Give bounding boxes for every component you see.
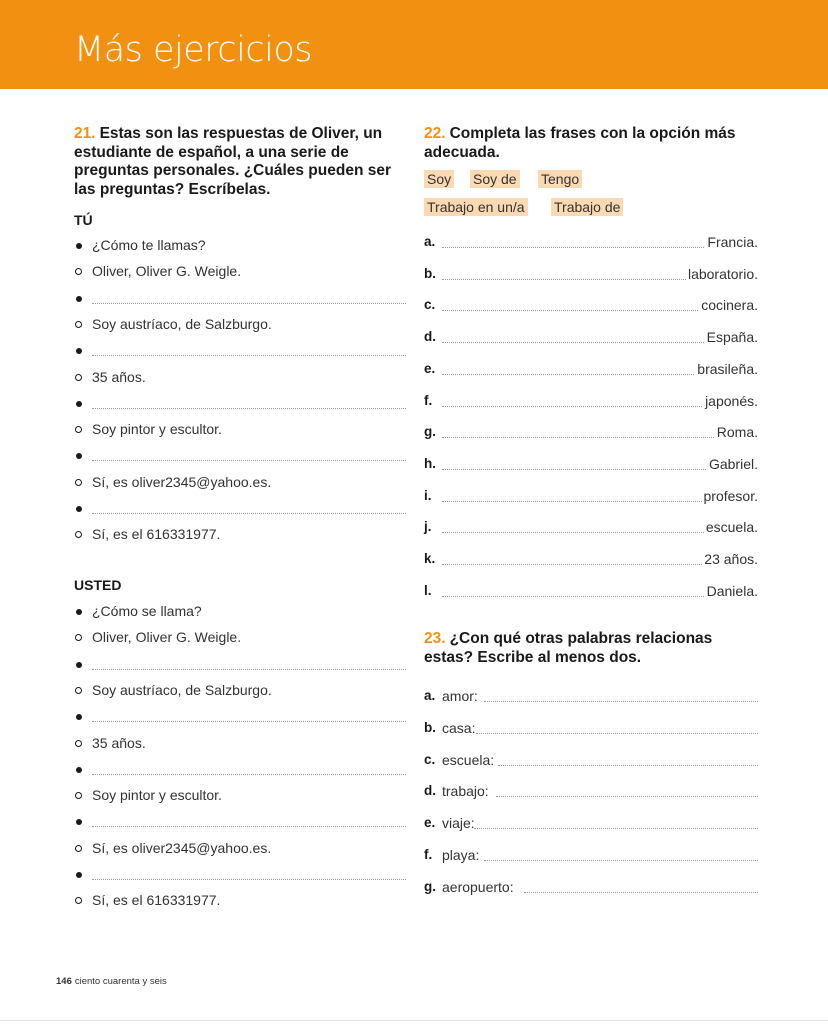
word-row (424, 749, 758, 771)
answer-ring-icon (75, 792, 82, 799)
item-letter: f. (424, 392, 433, 408)
word-row (424, 812, 758, 834)
exercise-22 (424, 125, 760, 599)
question-bullet-icon (76, 243, 82, 249)
dotted-write-line[interactable] (476, 733, 758, 734)
sentence-row (424, 358, 758, 380)
exercise-23-instructions (424, 630, 760, 667)
item-letter: j. (424, 519, 432, 535)
answer-blank-line[interactable] (74, 810, 406, 832)
question-bullet-icon (76, 401, 82, 407)
item-letter: f. (424, 847, 433, 862)
answer-blank-line[interactable] (74, 392, 406, 414)
question-bullet-icon (76, 453, 82, 459)
answer-ring-icon (75, 687, 82, 694)
sentence-row (424, 263, 758, 285)
sentence-row (424, 294, 758, 316)
dotted-write-line[interactable] (92, 513, 406, 514)
answer-ring-icon (75, 845, 82, 852)
question-bullet-icon (76, 662, 82, 668)
exercise-21-title: Estas son las respuestas de Oliver, un estudiante de español, a una serie de preguntas personales. ¿Cuáles pueden ser las preguntas? Escríbelas. (74, 125, 391, 198)
dotted-write-line[interactable] (474, 828, 758, 829)
sentence-row (424, 485, 758, 507)
item-letter: d. (424, 783, 436, 799)
sentence-ending: escuela. (704, 516, 758, 538)
sentence-ending: Roma. (715, 421, 758, 443)
dotted-write-line[interactable] (484, 860, 758, 861)
section-label-usted: USTED (74, 577, 122, 593)
answer-text: Oliver, Oliver G. Weigle. (92, 263, 242, 280)
sentence-ending: Francia. (705, 231, 758, 253)
exercise-22-instructions (424, 125, 760, 162)
qa-line (74, 889, 406, 911)
item-letter: b. (424, 719, 436, 735)
exercise-23-title: ¿Con qué otras palabras relacionas estas? Escribe al menos dos. (424, 630, 713, 666)
sentence-ending: japonés. (703, 390, 758, 412)
answer-text: Soy pintor y escultor. (92, 421, 222, 438)
section-label-tu: TÚ (74, 212, 93, 228)
answer-ring-icon (75, 479, 82, 486)
question-bullet-icon (76, 348, 82, 354)
answer-ring-icon (75, 426, 82, 433)
answer-blank-line[interactable] (74, 653, 406, 675)
item-letter: l. (424, 582, 432, 598)
exercise-21-number: 21. (74, 125, 96, 142)
item-letter: g. (424, 878, 436, 894)
option-chip: Trabajo en un/a (424, 198, 528, 216)
qa-line (74, 260, 406, 282)
item-letter: e. (424, 360, 436, 376)
item-letter: a. (424, 688, 436, 703)
page-footer (56, 976, 167, 987)
sentence-row (424, 326, 758, 348)
prompt-word: playa: (442, 847, 480, 863)
page-number: 146 (56, 976, 72, 987)
answer-ring-icon (75, 740, 82, 747)
answer-blank-line[interactable] (74, 758, 406, 780)
dotted-write-line[interactable] (92, 355, 406, 356)
sentence-row (424, 421, 758, 443)
dotted-write-line[interactable] (442, 437, 758, 438)
page-number-words: ciento cuarenta y seis (74, 976, 167, 987)
word-row (424, 844, 758, 866)
sentence-ending: Daniela. (705, 580, 758, 602)
sentence-row (424, 548, 758, 570)
prompt-word: viaje: (442, 815, 475, 832)
qa-line (74, 313, 406, 335)
dotted-write-line[interactable] (498, 765, 758, 766)
answer-blank-line[interactable] (74, 444, 406, 466)
answer-blank-line[interactable] (74, 497, 406, 519)
sentence-ending: profesor. (702, 485, 758, 507)
answer-ring-icon (75, 897, 82, 904)
qa-line (74, 784, 406, 806)
qa-line (74, 679, 406, 701)
answer-blank-line[interactable] (74, 863, 406, 885)
sentence-row (424, 231, 758, 253)
prompt-word: aeropuerto: (442, 878, 514, 895)
prompt-word: escuela: (442, 751, 495, 768)
answer-text: 35 años. (92, 368, 146, 385)
question-bullet-icon (76, 714, 82, 720)
word-row (424, 685, 758, 707)
option-chips-row-1 (424, 170, 760, 190)
question-text: ¿Cómo te llamas? (92, 237, 206, 253)
exercise-21-instructions (74, 125, 406, 199)
sentence-ending: laboratorio. (686, 263, 758, 285)
option-chip: Soy (424, 170, 454, 188)
exercise-22-title: Completa las frases con la opción más adecuada. (424, 125, 736, 161)
answer-text: Sí, es el 616331977. (92, 526, 221, 543)
answer-text: Sí, es oliver2345@yahoo.es. (92, 839, 272, 856)
item-letter: h. (424, 455, 436, 471)
option-chips-row-2 (424, 198, 760, 218)
answer-ring-icon (75, 321, 82, 328)
prompt-word: amor: (442, 688, 478, 704)
sentence-ending: brasileña. (695, 358, 758, 380)
answer-blank-line[interactable] (74, 287, 406, 309)
word-row (424, 717, 758, 739)
answer-text: Oliver, Oliver G. Weigle. (92, 629, 242, 646)
answer-blank-line[interactable] (74, 705, 406, 727)
sentence-row (424, 390, 758, 412)
answer-text: Soy austríaco, de Salzburgo. (92, 681, 272, 698)
option-chip: Soy de (470, 170, 520, 188)
question-bullet-icon (76, 767, 82, 773)
qa-line (74, 837, 406, 859)
exercise-21 (74, 125, 406, 909)
word-row (424, 876, 758, 898)
qa-line (74, 418, 406, 440)
qa-line (74, 732, 406, 754)
dotted-write-line[interactable] (92, 303, 406, 304)
exercise-23 (424, 630, 760, 895)
answer-text: Sí, es el 616331977. (92, 892, 221, 909)
answer-ring-icon (75, 634, 82, 641)
sentence-row (424, 580, 758, 602)
answer-ring-icon (75, 531, 82, 538)
answer-text: 35 años. (92, 734, 146, 751)
qa-line (74, 366, 406, 388)
exercise-22-number: 22. (424, 125, 446, 142)
exercise-23-number: 23. (424, 630, 446, 647)
qa-line (74, 471, 406, 493)
dotted-write-line[interactable] (92, 460, 406, 461)
answer-text: Soy pintor y escultor. (92, 787, 222, 804)
qa-line (74, 600, 406, 622)
dotted-write-line[interactable] (92, 721, 406, 722)
page-header (0, 0, 828, 89)
qa-line (74, 523, 406, 545)
prompt-word: trabajo: (442, 783, 489, 800)
item-letter: i. (424, 487, 432, 503)
dotted-write-line[interactable] (484, 701, 758, 702)
question-bullet-icon (76, 506, 82, 512)
answer-ring-icon (75, 268, 82, 275)
dotted-write-line[interactable] (92, 879, 406, 880)
sentence-ending: 23 años. (702, 548, 758, 570)
page-bottom-rule (0, 1020, 828, 1021)
answer-text: Soy austríaco, de Salzburgo. (92, 315, 272, 332)
item-letter: g. (424, 424, 436, 440)
dotted-write-line[interactable] (92, 826, 406, 827)
sentence-ending: cocinera. (699, 294, 758, 316)
question-bullet-icon (76, 819, 82, 825)
question-bullet-icon (76, 872, 82, 878)
word-row (424, 780, 758, 802)
dotted-write-line[interactable] (496, 796, 758, 797)
dotted-write-line[interactable] (524, 892, 758, 893)
right-column (424, 125, 760, 895)
page-title: Más ejercicios (74, 30, 312, 70)
sentence-row (424, 516, 758, 538)
item-letter: c. (424, 751, 436, 767)
prompt-word: casa: (442, 719, 476, 736)
item-letter: k. (424, 551, 436, 566)
sentence-ending: Gabriel. (707, 453, 758, 475)
dotted-write-line[interactable] (92, 408, 406, 409)
item-letter: d. (424, 329, 436, 345)
answer-blank-line[interactable] (74, 339, 406, 361)
item-letter: a. (424, 234, 436, 249)
qa-line (74, 234, 406, 256)
item-letter: b. (424, 265, 436, 281)
qa-line (74, 626, 406, 648)
item-letter: e. (424, 815, 436, 831)
option-chip: Trabajo de (551, 198, 623, 216)
answer-ring-icon (75, 374, 82, 381)
question-bullet-icon (76, 609, 82, 615)
question-text: ¿Cómo se llama? (92, 603, 202, 619)
sentence-ending: España. (705, 326, 758, 348)
dotted-write-line[interactable] (92, 669, 406, 670)
sentence-row (424, 453, 758, 475)
item-letter: c. (424, 297, 436, 313)
dotted-write-line[interactable] (92, 774, 406, 775)
option-chip: Tengo (538, 170, 582, 188)
answer-text: Sí, es oliver2345@yahoo.es. (92, 473, 272, 490)
question-bullet-icon (76, 296, 82, 302)
